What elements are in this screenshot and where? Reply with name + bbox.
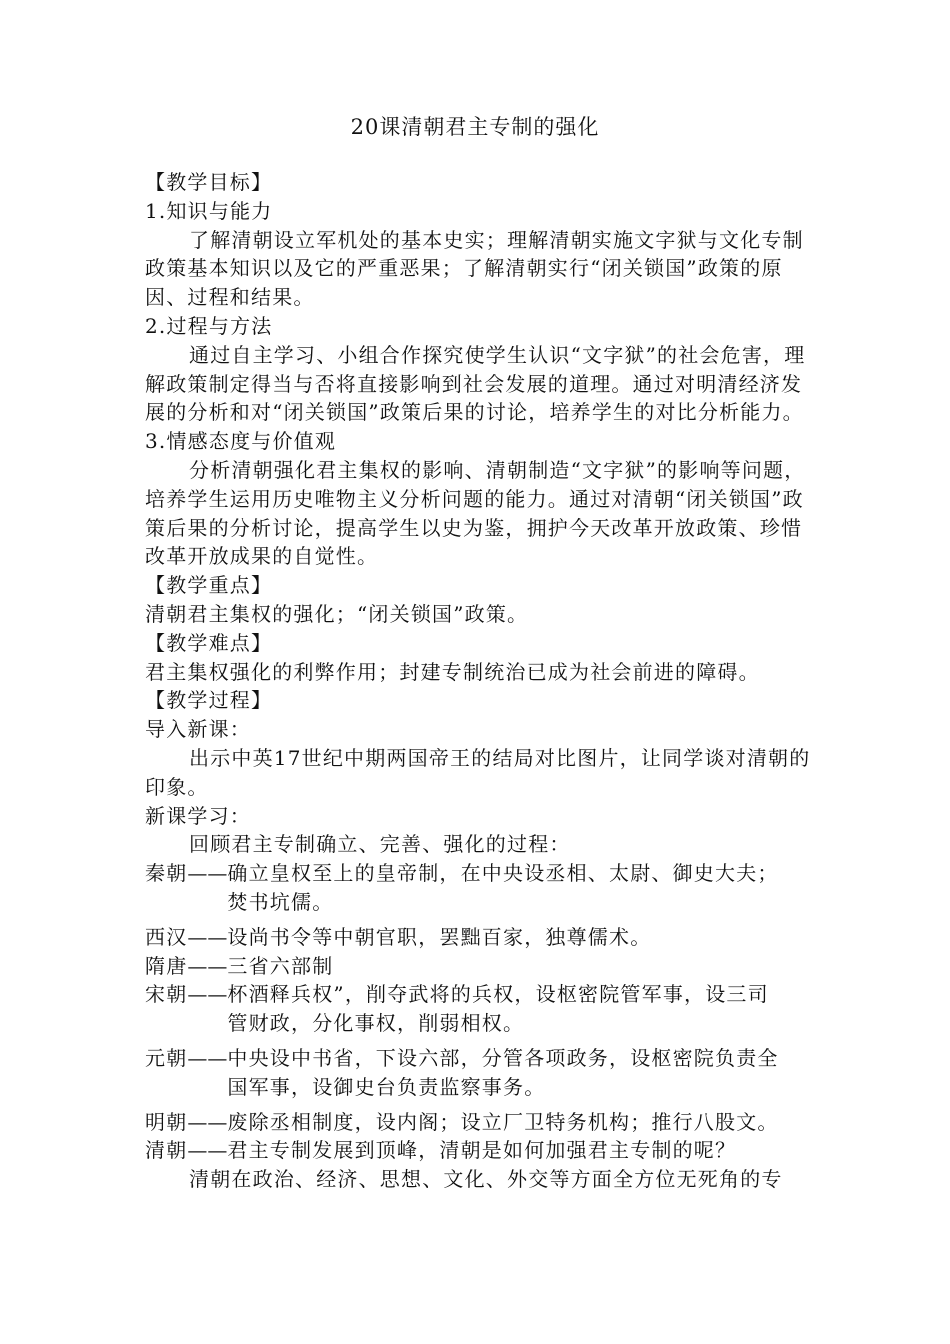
dynasty-row xyxy=(145,1136,815,1165)
section-heading-process: 【教学过程】 xyxy=(145,688,273,713)
dynasty-text: 废除丞相制度，设内阁；设立厂卫特务机构；推行八股文。 xyxy=(227,1109,779,1134)
dynasty-row xyxy=(145,952,815,981)
dynasty-era: 秦朝 xyxy=(145,861,188,886)
closing-paragraph: 清朝在政治、经济、思想、文化、外交等方面全方位无死角的专 xyxy=(189,1167,783,1192)
section-heading-difficulties: 【教学难点】 xyxy=(145,630,273,655)
page-title: 20课清朝君主专制的强化 xyxy=(350,115,600,139)
dynasty-description xyxy=(227,859,778,917)
dynasty-description xyxy=(227,952,333,981)
dynasty-era: 隋唐 xyxy=(145,953,188,978)
dynasty-text: 中央设中书省，下设六部，分管各项政务，设枢密院负责全 xyxy=(227,1045,779,1070)
intro-paragraph: 出示中英17世纪中期两国帝王的结局对比图片，让同学谈对清朝的印象。 xyxy=(145,745,811,799)
dynasty-text: 三省六部制 xyxy=(227,953,334,978)
dynasty-description xyxy=(227,1136,736,1165)
dynasty-row xyxy=(145,980,815,1038)
dynasty-list xyxy=(145,859,815,1165)
subheading-process-method: 2.过程与方法 xyxy=(145,313,273,338)
dynasty-dash: —— xyxy=(187,1138,228,1163)
dynasty-dash: —— xyxy=(187,982,228,1007)
dynasty-row xyxy=(145,1108,815,1137)
dynasty-era: 元朝 xyxy=(145,1045,188,1070)
paragraph-process-method: 通过自主学习、小组合作探究使学生认识“文字狱”的社会危害，理解政策制定得当与否将直接影响到社会发展的道理。通过对明清经济发展的分析和对“闭关锁国”政策后果的讨论，培养学生的对比分析能力。 xyxy=(145,342,806,425)
dynasty-era: 西汉 xyxy=(145,924,188,949)
dynasty-dash: —— xyxy=(187,861,228,886)
dynasty-row xyxy=(145,923,815,952)
section-heading-objectives: 【教学目标】 xyxy=(145,170,273,194)
dynasty-era: 明朝 xyxy=(145,1109,188,1134)
dynasty-row xyxy=(145,859,815,917)
dynasty-text-continued: 焚书坑儒。 xyxy=(227,889,334,914)
subheading-emotion-values: 3.情感态度与价值观 xyxy=(145,429,337,454)
dynasty-text: 确立皇权至上的皇帝制，在中央设丞相、太尉、御史大夫； xyxy=(227,861,779,886)
intro-label: 导入新课： xyxy=(145,717,251,742)
dynasty-text-continued: 国军事，设御史台负责监察事务。 xyxy=(227,1074,546,1099)
dynasty-dash: —— xyxy=(187,1109,228,1134)
dynasty-description xyxy=(227,1108,778,1137)
dynasty-description xyxy=(227,980,768,1038)
dynasty-era: 宋朝 xyxy=(145,982,188,1007)
paragraph-emotion-values: 分析清朝强化君主集权的影响、清朝制造“文字狱”的影响等问题，培养学生运用历史唯物主义分析问题的能力。通过对清朝“闭关锁国”政策后果的分析讨论，提高学生以史为鉴，拥护今天改革开放政策、珍惜改革开放成果的自觉性。 xyxy=(145,457,806,569)
paragraph-knowledge-ability: 了解清朝设立军机处的基本史实；理解清朝实施文字狱与文化专制政策基本知识以及它的严重恶果；了解清朝实行“闭关锁国”政策的原因、过程和结果。 xyxy=(145,227,804,310)
key-points-text: 清朝君主集权的强化；“闭关锁国”政策。 xyxy=(145,601,529,626)
dynasty-row xyxy=(145,1044,815,1102)
dynasty-text: 设尚书令等中朝官职，罢黜百家，独尊儒术。 xyxy=(227,924,652,949)
section-heading-key-points: 【教学重点】 xyxy=(145,573,273,598)
difficulties-text: 君主集权强化的利弊作用；封建专制统治已成为社会前进的障碍。 xyxy=(145,659,760,684)
dynasty-description xyxy=(227,1044,778,1102)
document-body xyxy=(145,168,815,1194)
dynasty-dash: —— xyxy=(187,924,228,949)
dynasty-era: 清朝 xyxy=(145,1138,188,1163)
dynasty-description xyxy=(227,923,651,952)
review-paragraph: 回顾君主专制确立、完善、强化的过程： xyxy=(189,832,571,857)
dynasty-text: 君主专制发展到顶峰，清朝是如何加强君主专制的呢？ xyxy=(227,1138,737,1163)
subheading-knowledge-ability: 1.知识与能力 xyxy=(145,198,273,223)
new-lesson-label: 新课学习： xyxy=(145,803,251,828)
dynasty-text: 杯酒释兵权”，削夺武将的兵权，设枢密院管军事，设三司 xyxy=(227,982,769,1007)
dynasty-dash: —— xyxy=(187,1045,228,1070)
dynasty-dash: —— xyxy=(187,953,228,978)
dynasty-text-continued: 管财政，分化事权，削弱相权。 xyxy=(227,1011,525,1036)
